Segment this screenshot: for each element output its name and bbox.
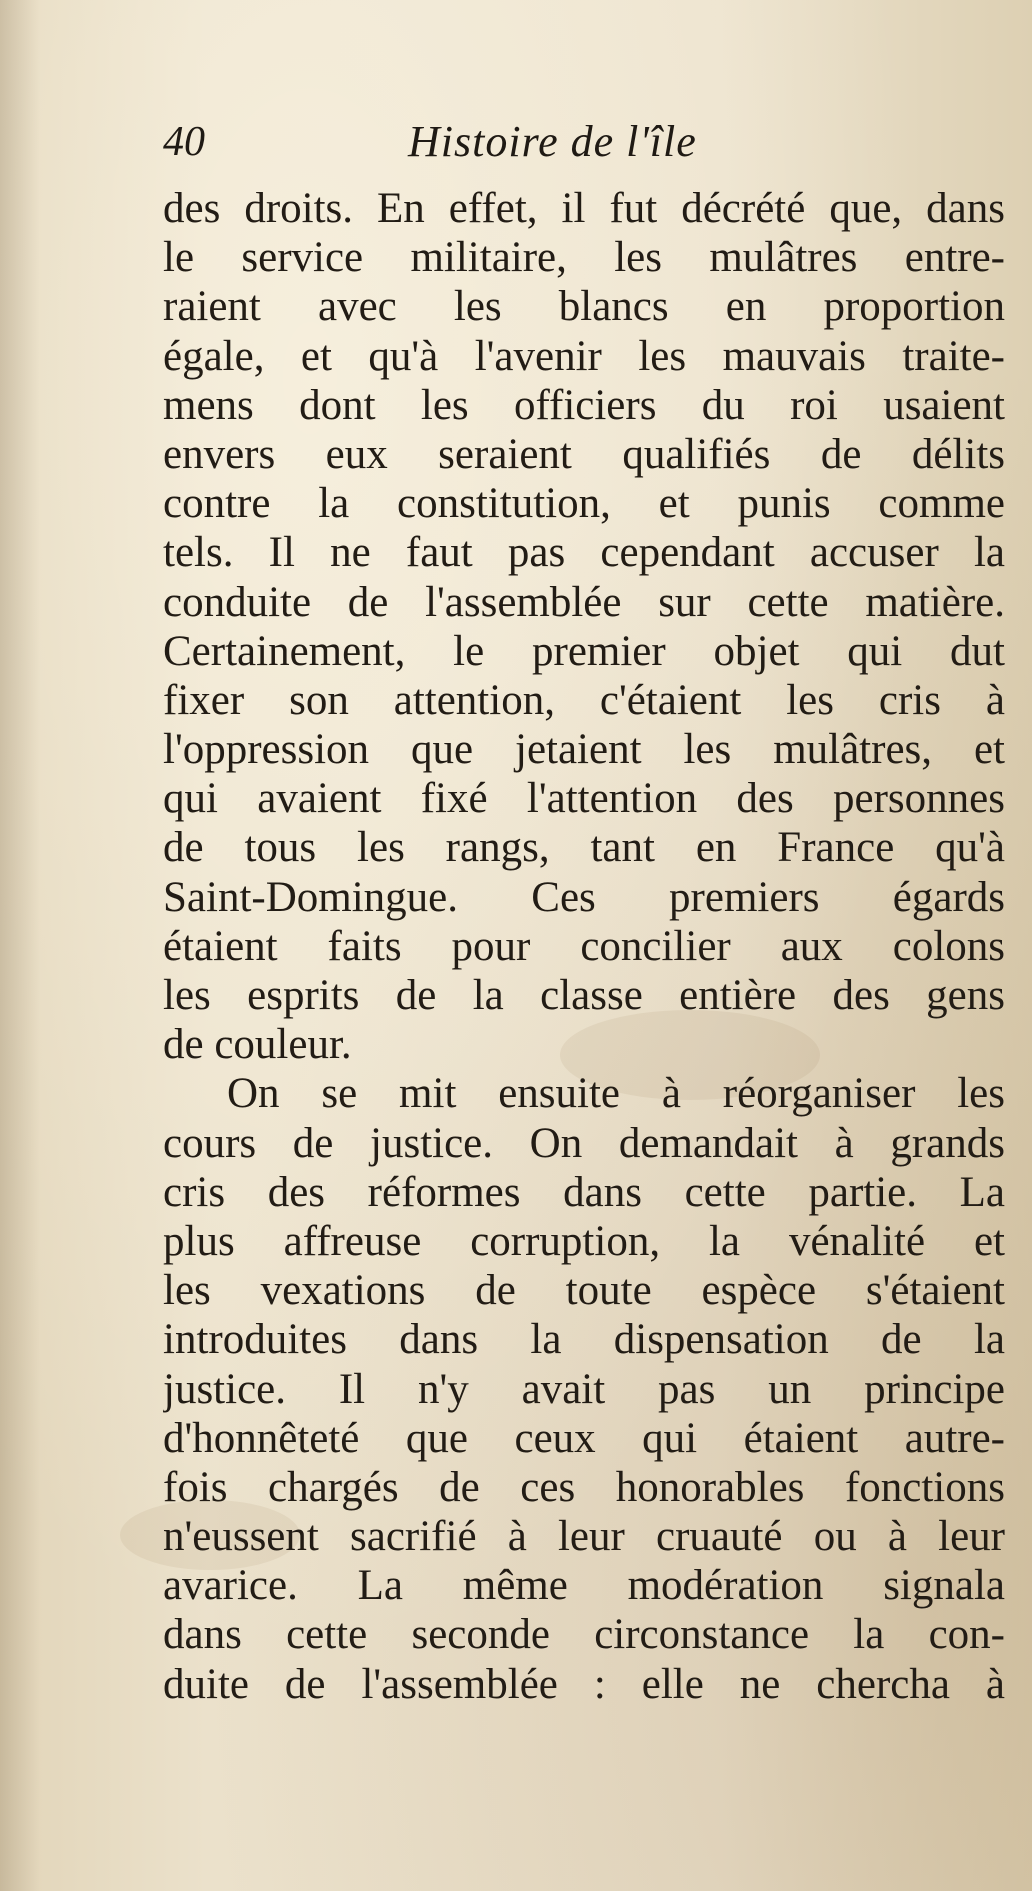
text-line: n'eussent sacrifié à leur cruauté ou à leur [163,1513,1005,1561]
text-line: envers eux seraient qualifiés de délits [163,430,1005,478]
text-line: justice. Il n'y avait pas un principe [163,1365,1005,1413]
text-line: mens dont les officiers du roi usaient [163,381,1005,429]
text-line: avarice. La même modération signala [163,1562,1005,1610]
text-line: Saint-Domingue. Ces premiers égards [163,873,1005,921]
text-line: Certainement, le premier objet qui dut [163,627,1005,675]
text-line: qui avaient fixé l'attention des personnes [163,775,1005,823]
text-line: contre la constitution, et punis comme [163,480,1005,528]
text-line: On se mit ensuite à réorganiser les [227,1070,1005,1118]
text-line: de couleur. [163,1021,352,1069]
text-line: dans cette seconde circonstance la con- [163,1611,1005,1659]
text-line: égale, et qu'à l'avenir les mauvais traite- [163,332,1005,380]
text-line: fois chargés de ces honorables fonctions [163,1463,1005,1511]
text-line: d'honnêteté que ceux qui étaient autre- [163,1414,1005,1462]
page-number: 40 [163,119,205,165]
text-line: l'oppression que jetaient les mulâtres, et [163,726,1005,774]
text-line: introduites dans la dispensation de la [163,1316,1005,1364]
body-text [163,184,1005,1709]
text-line: les esprits de la classe entière des gens [163,972,1005,1019]
text-line: plus affreuse corruption, la vénalité et [163,1217,1005,1265]
page-fold-shadow [0,0,40,1891]
text-line: raient avec les blancs en proportion [163,283,1005,331]
text-line: duite de l'assemblée : elle ne chercha à [163,1660,1005,1708]
running-title: Histoire de l'île [408,117,697,166]
text-line: cris des réformes dans cette partie. La [163,1168,1005,1216]
text-line: cours de justice. On demandait à grands [163,1119,1005,1167]
text-line: fixer son attention, c'étaient les cris à [163,676,1005,724]
text-line: des droits. En effet, il fut décrété que, dans [163,185,1005,232]
text-line: les vexations de toute espèce s'étaient [163,1267,1005,1315]
text-line: le service militaire, les mulâtres entre- [163,234,1005,282]
page-header [163,112,1003,172]
text-line: de tous les rangs, tant en France qu'à [163,824,1005,872]
text-line: étaient faits pour concilier aux colons [163,922,1005,970]
text-line: tels. Il ne faut pas cependant accuser la [163,529,1005,577]
text-line: conduite de l'assemblée sur cette matière. [163,578,1005,626]
